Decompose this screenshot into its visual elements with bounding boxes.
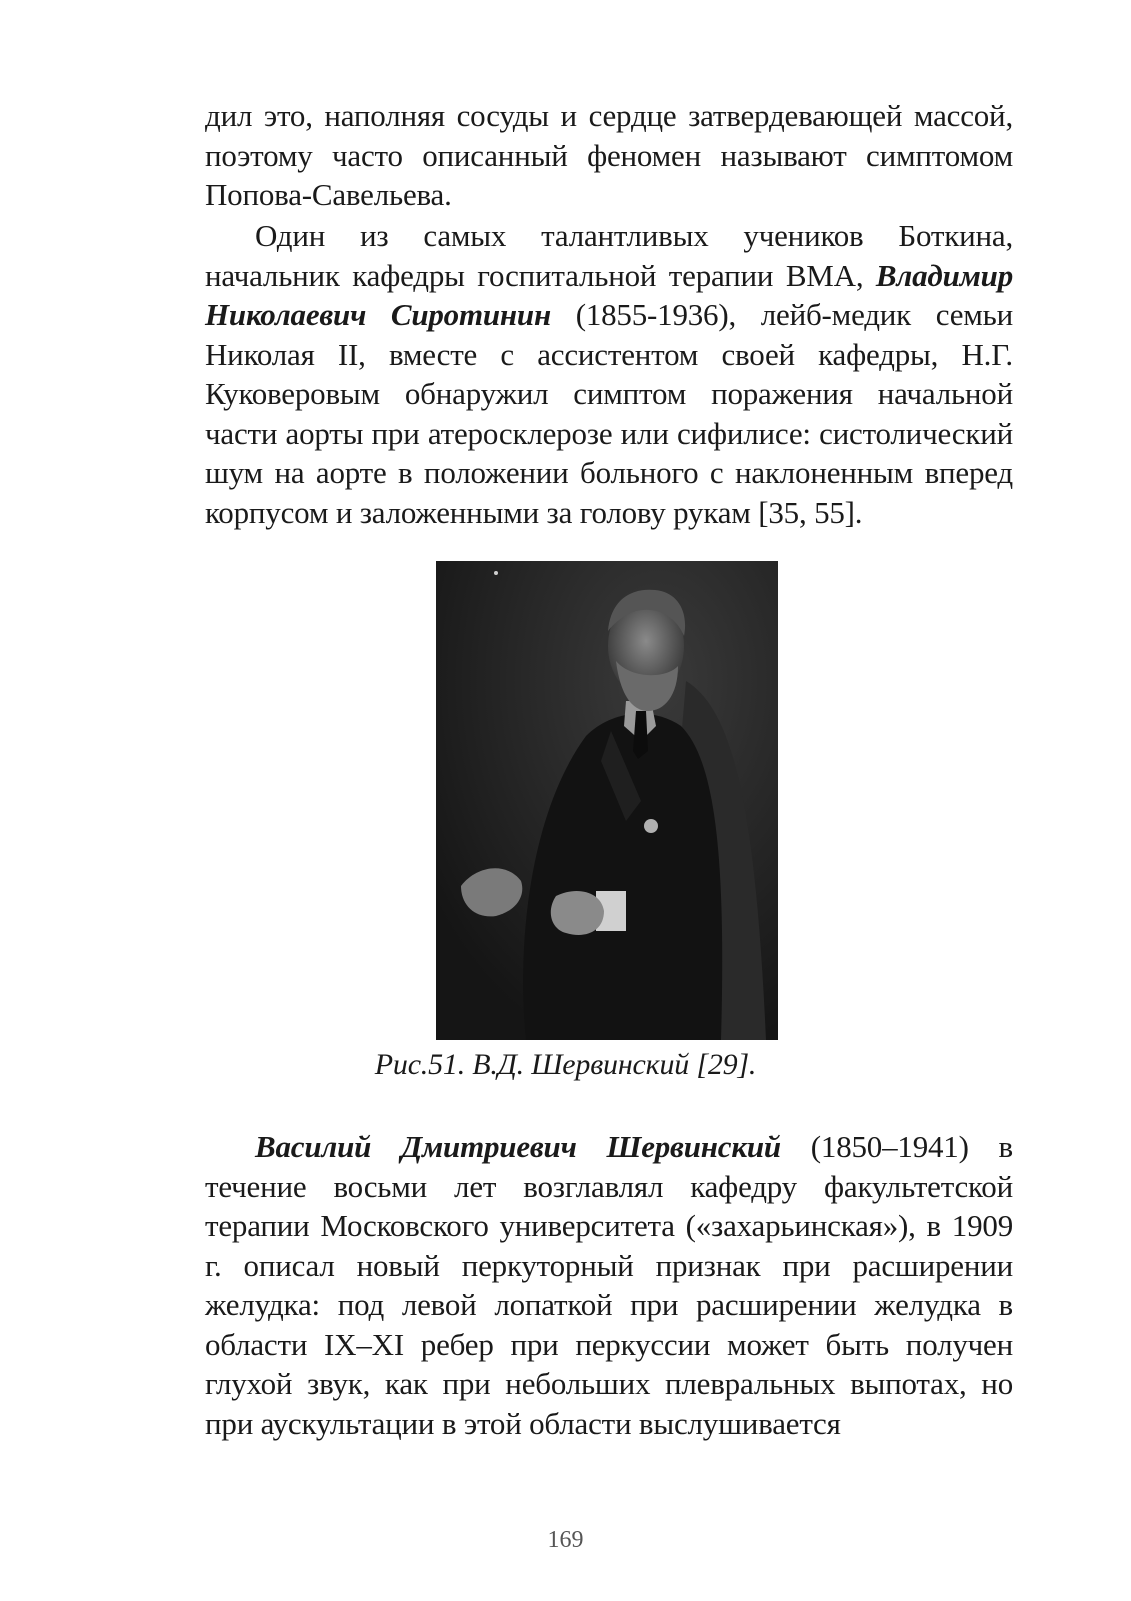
paragraph-sirotinin <box>205 216 1013 532</box>
page-number: 169 <box>547 1527 584 1553</box>
paragraph-continued <box>205 96 1013 215</box>
person-name-shervinsky: Василий Дмитриевич Шервинский <box>255 1129 781 1164</box>
figure-caption: Рис.51. В.Д. Шервинский [29]. <box>374 1048 757 1081</box>
paragraph-2-lead: Один из самых талантливых учеников Боткина, начальник кафедры госпитальной терапии ВМА, <box>205 218 1013 293</box>
portrait-illustration <box>436 561 778 1040</box>
portrait-photo <box>436 561 778 1040</box>
paragraph-3-rest: (1850–1941) в течение восьми лет возглавлял кафедру факультетской терапии Московского университета («захарьинская»), в 1909 г. описал новый перкуторный признак при расширении желудка: под левой лопаткой при расширении желудка в области IX–XI ребер при перкуссии может быть получен глухой звук, как при небольших плевральных выпотах, но при аускультации в этой области выслушивается <box>205 1129 1013 1441</box>
person-name-sirotinin: Владимир Николаевич Сиротинин <box>205 257 1013 332</box>
paragraph-2-rest: (1855-1936), лейб-медик семьи Николая II, вместе с ассистентом своей кафедры, Н.Г. Куковеровым обнаружил симптом поражения начальной части аорты при атеросклерозе или сифилисе: систолический шум на аорте в положении больного с наклоненным вперед корпусом и заложенными за голову рукам [35, 55]. <box>205 297 1013 530</box>
paragraph-1-text: дил это, наполняя сосуды и сердце затвердевающей массой, поэтому часто описанный феномен называют симптомом Попова-Савельева. <box>205 98 1013 212</box>
paragraph-shervinsky <box>205 1127 1013 1443</box>
